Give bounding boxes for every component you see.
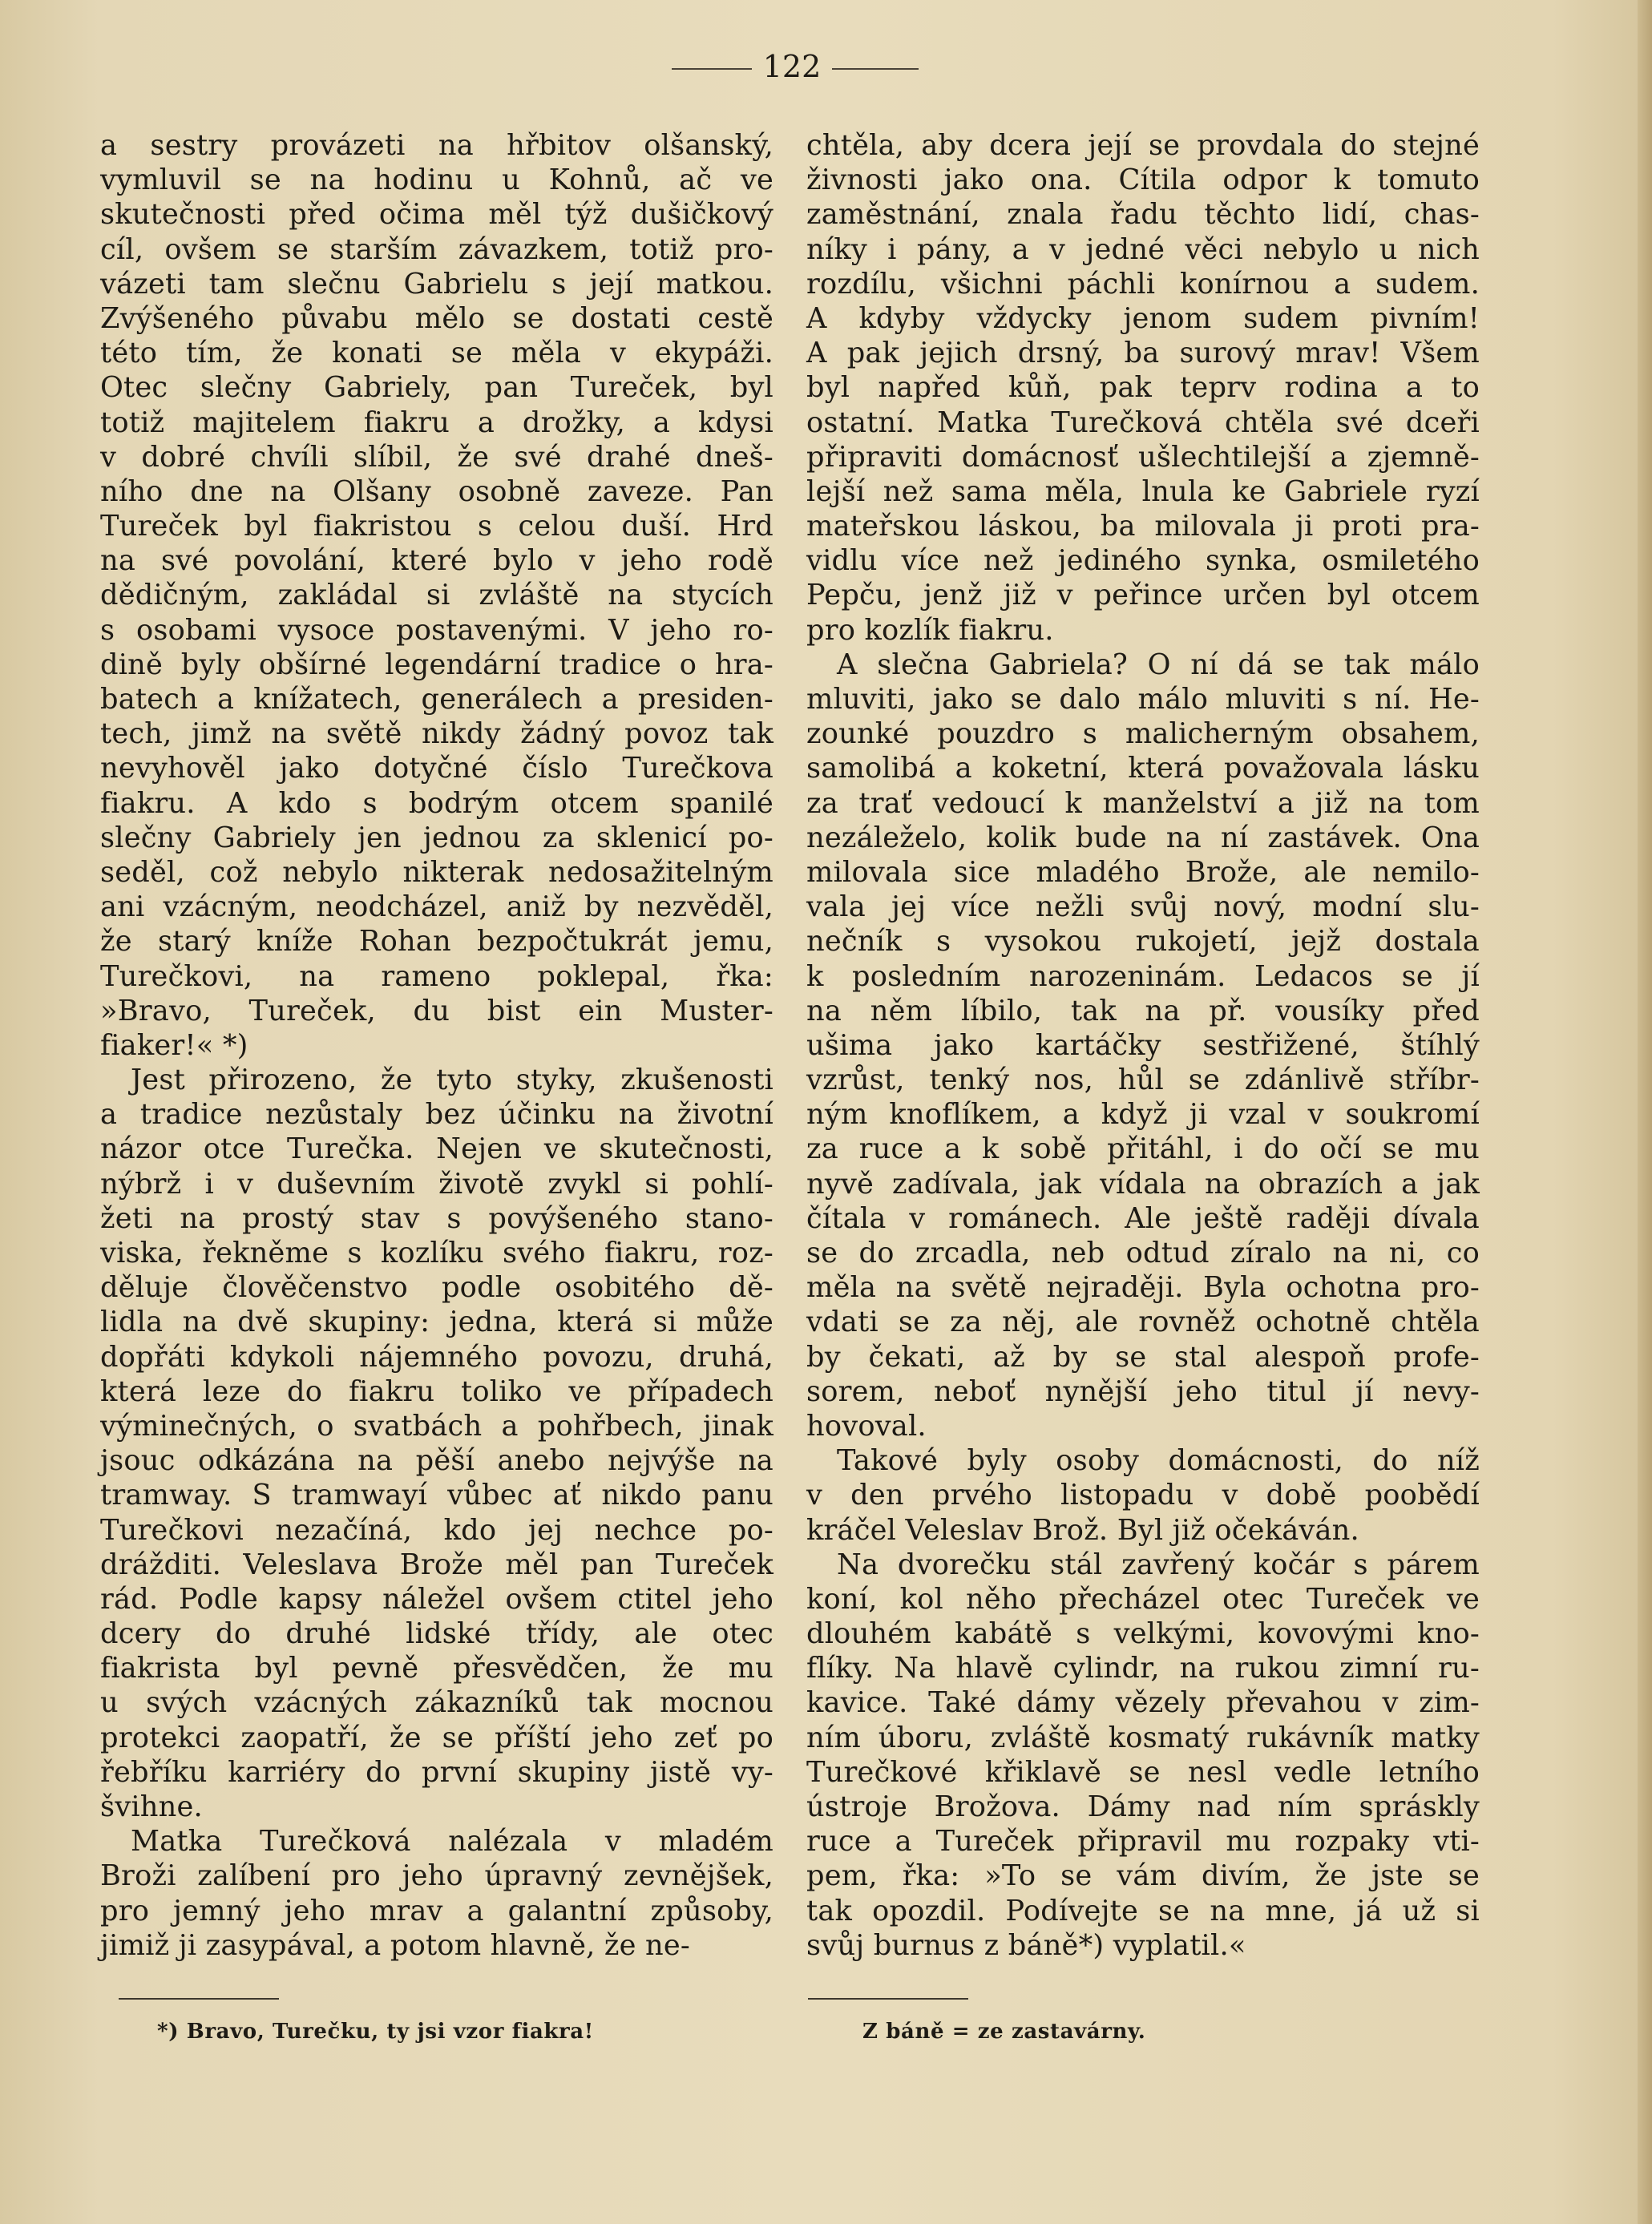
text-line: jsouc odkázána na pěší anebo nejvýše na xyxy=(100,1444,773,1478)
text-line: mateřskou láskou, ba milovala ji proti pra- xyxy=(806,510,1480,543)
text-line: batech a knížatech, generálech a presiden- xyxy=(100,683,773,716)
header-rule-left xyxy=(672,68,752,70)
left-column xyxy=(100,128,773,1972)
text-line: ušima jako kartáčky sestřižené, štíhlý xyxy=(806,1028,1480,1062)
text-line: Na dvorečku stál zavřený kočár s párem xyxy=(837,1548,1480,1581)
page-header xyxy=(0,46,1652,87)
text-line: vymluvil se na hodinu u Kohnů, ač ve xyxy=(100,163,773,197)
footnote-rule-right xyxy=(808,1998,968,2000)
text-line: flíky. Na hlavě cylindr, na rukou zimní ru- xyxy=(806,1652,1480,1685)
text-line: názor otce Turečka. Nejen ve skutečnosti, xyxy=(100,1132,773,1166)
text-line: milovala sice mladého Brože, ale nemilo- xyxy=(806,855,1480,889)
text-line: Turečkovi, na rameno poklepal, řka: xyxy=(100,959,773,993)
text-line: řebříku karriéry do první skupiny jistě vy- xyxy=(100,1755,773,1789)
text-line: za trať vedoucí k manželství a již na tom xyxy=(806,786,1480,820)
text-line: že starý kníže Rohan bezpočtukrát jemu, xyxy=(100,925,773,959)
text-line: a sestry provázeti na hřbitov olšanský, xyxy=(100,129,773,162)
text-line: dcery do druhé lidské třídy, ale otec xyxy=(100,1617,773,1651)
text-line: živnosti jako ona. Cítila odpor k tomuto xyxy=(806,163,1480,197)
text-line: mluviti, jako se dalo málo mluviti s ní. He- xyxy=(806,683,1480,716)
text-line: ným knoflíkem, a když ji vzal v soukromí xyxy=(806,1098,1480,1132)
text-line: Otec slečny Gabriely, pan Tureček, byl xyxy=(100,371,773,405)
text-line: skutečnosti před očima měl týž dušičkový xyxy=(100,198,773,232)
text-line: ního dne na Olšany osobně zaveze. Pan xyxy=(100,474,773,508)
text-line: fiakrista byl pevně přesvědčen, že mu xyxy=(100,1652,773,1685)
text-line: Pepču, jenž již v peřince určen byl otcem xyxy=(806,579,1480,612)
text-line: chtěla, aby dcera její se provdala do stejné xyxy=(806,129,1480,162)
text-line: na své povolání, které bylo v jeho rodě xyxy=(100,544,773,578)
text-line: kavice. Také dámy vězely převahou v zim- xyxy=(806,1686,1480,1720)
text-line: děluje člověčenstvo podle osobitého dě- xyxy=(100,1271,773,1305)
text-line: drážditi. Veleslava Brože měl pan Tureček xyxy=(100,1548,773,1581)
footnote-right: Z báně = ze zastavárny. xyxy=(862,2020,1146,2044)
text-line: zounké pouzdro s malicherným obsahem, xyxy=(806,717,1480,751)
text-line: v dobré chvíli slíbil, že své drahé dneš- xyxy=(100,440,773,474)
page-number: 122 xyxy=(762,49,822,84)
text-line: Matka Turečková nalézala v mladém xyxy=(131,1825,773,1859)
text-line: cíl, ovšem se starším závazkem, totiž pro- xyxy=(100,232,773,266)
text-line: která leze do fiakru toliko ve případech xyxy=(100,1374,773,1408)
text-line: ani vzácným, neodcházel, aniž by nezvěděl, xyxy=(100,890,773,924)
text-line: nýbrž i v duševním životě zvykl si pohlí- xyxy=(100,1167,773,1201)
text-line: jimiž ji zasypával, a potom hlavně, že ne- xyxy=(100,1928,690,1962)
text-line: švihne. xyxy=(100,1790,203,1823)
text-line: žeti na prostý stav s povýšeného stano- xyxy=(100,1201,773,1235)
text-line: nevyhověl jako dotyčné číslo Turečkova xyxy=(100,752,773,785)
text-line: by čekati, až by se stal alespoň profe- xyxy=(806,1340,1480,1374)
text-line: za ruce a k sobě přitáhl, i do očí se mu xyxy=(806,1132,1480,1166)
text-line: ruce a Tureček připravil mu rozpaky vti- xyxy=(806,1825,1480,1859)
text-line: sorem, neboť nynější jeho titul jí nevy- xyxy=(806,1374,1480,1408)
text-line: kráčel Veleslav Brož. Byl již očekáván. xyxy=(806,1513,1359,1547)
header-rule-right xyxy=(832,68,919,70)
text-line: vidlu více než jediného synka, osmiletého xyxy=(806,544,1480,578)
text-line: ním úboru, zvláště kosmatý rukávník matky xyxy=(806,1721,1480,1754)
text-line: dědičným, zakládal si zvláště na stycích xyxy=(100,579,773,612)
text-line: Zvýšeného půvabu mělo se dostati cestě xyxy=(100,301,773,335)
text-line: Tureček byl fiakristou s celou duší. Hrd xyxy=(100,510,773,543)
text-line: Jest přirozeno, že tyto styky, zkušenosti xyxy=(131,1064,773,1097)
text-line: u svých vzácných zákazníků tak mocnou xyxy=(100,1686,773,1720)
text-line: nečník s vysokou rukojetí, jejž dostala xyxy=(806,925,1480,959)
text-line: svůj burnus z báně*) vyplatil.« xyxy=(806,1928,1246,1962)
footnote-rule-left xyxy=(119,1998,279,2000)
text-line: tak opozdil. Podívejte se na mne, já už si xyxy=(806,1894,1480,1927)
text-line: vala jej více nežli svůj nový, modní slu- xyxy=(806,890,1480,924)
text-line: Takové byly osoby domácnosti, do níž xyxy=(837,1444,1480,1478)
text-line: fiaker!« *) xyxy=(100,1028,248,1062)
text-line: k posledním narozeninám. Ledacos se jí xyxy=(806,959,1480,993)
text-line: lidla na dvě skupiny: jedna, která si může xyxy=(100,1306,773,1339)
text-line: pro jemný jeho mrav a galantní způsoby, xyxy=(100,1894,773,1927)
text-line: »Bravo, Tureček, du bist ein Muster- xyxy=(100,994,773,1027)
page-edge xyxy=(1638,0,1652,2224)
text-line: dině byly obšírné legendární tradice o hra- xyxy=(100,648,773,681)
text-line: této tím, že konati se měla v ekypáži. xyxy=(100,337,773,370)
text-line: slečny Gabriely jen jednou za sklenicí po- xyxy=(100,821,773,854)
text-line: níky i pány, a v jedné věci nebylo u nich xyxy=(806,232,1480,266)
text-line: protekci zaopatří, že se příští jeho zeť po xyxy=(100,1721,773,1754)
text-line: A pak jejich drsný, ba surový mrav! Všem xyxy=(806,337,1480,370)
text-line: seděl, což nebylo nikterak nedosažitelným xyxy=(100,855,773,889)
right-column xyxy=(806,128,1480,1972)
text-line: vdati se za něj, ale rovněž ochotně chtěla xyxy=(806,1306,1480,1339)
text-line: připraviti domácnosť ušlechtilejší a zjemně- xyxy=(806,440,1480,474)
text-line: dopřáti kdykoli nájemného povozu, druhá, xyxy=(100,1340,773,1374)
text-line: Turečkové křiklavě se nesl vedle letního xyxy=(806,1755,1480,1789)
text-line: pro kozlík fiakru. xyxy=(806,613,1054,647)
text-line: pem, řka: »To se vám divím, že jste se xyxy=(806,1859,1480,1893)
text-line: nyvě zadívala, jak vídala na obrazích a jak xyxy=(806,1167,1480,1201)
text-line: hovoval. xyxy=(806,1409,927,1443)
text-line: vzrůst, tenký nos, hůl se zdánlivě stříbr- xyxy=(806,1064,1480,1097)
text-line: zaměstnání, znala řadu těchto lidí, chas- xyxy=(806,198,1480,232)
text-line: tech, jimž na světě nikdy žádný povoz tak xyxy=(100,717,773,751)
text-line: a tradice nezůstaly bez účinku na životní xyxy=(100,1098,773,1132)
text-line: fiakru. A kdo s bodrým otcem spanilé xyxy=(100,786,773,820)
text-line: rád. Podle kapsy náležel ovšem ctitel jeho xyxy=(100,1582,773,1616)
text-line: lejší než sama měla, lnula ke Gabriele ryzí xyxy=(806,474,1480,508)
text-line: nezáleželo, kolik bude na ní zastávek. Ona xyxy=(806,821,1480,854)
text-line: totiž majitelem fiakru a drožky, a kdysi xyxy=(100,406,773,439)
text-line: v den prvého listopadu v době poobědí xyxy=(806,1479,1480,1512)
text-line: koní, kol něho přecházel otec Tureček ve xyxy=(806,1582,1480,1616)
text-line: tramway. S tramwayí vůbec ať nikdo panu xyxy=(100,1479,773,1512)
text-line: Broži zalíbení pro jeho úpravný zevnějšek, xyxy=(100,1859,773,1893)
text-line: čítala v románech. Ale ještě raději dívala xyxy=(806,1201,1480,1235)
text-line: vázeti tam slečnu Gabrielu s její matkou. xyxy=(100,267,773,301)
text-line: se do zrcadla, neb odtud zíralo na ni, co xyxy=(806,1237,1480,1269)
text-line: A slečna Gabriela? O ní dá se tak málo xyxy=(837,648,1480,681)
text-line: byl napřed kůň, pak teprv rodina a to xyxy=(806,371,1480,405)
text-line: dlouhém kabátě s velkými, kovovými kno- xyxy=(806,1617,1480,1651)
text-line: ústroje Brožova. Dámy nad ním spráskly xyxy=(806,1790,1480,1823)
text-line: samolibá a koketní, která považovala lásku xyxy=(806,752,1480,785)
text-line: A kdyby vždycky jenom sudem pivním! xyxy=(806,301,1480,335)
footnote-left: *) Bravo, Turečku, ty jsi vzor fiakra! xyxy=(157,2020,594,2044)
text-line: s osobami vysoce postavenými. V jeho ro- xyxy=(100,613,773,647)
text-line: na něm líbilo, tak na př. vousíky před xyxy=(806,994,1480,1027)
text-line: Turečkovi nezačíná, kdo jej nechce po- xyxy=(100,1513,773,1547)
text-line: ostatní. Matka Turečková chtěla své dceři xyxy=(806,406,1480,439)
text-line: měla na světě nejraději. Byla ochotna pro- xyxy=(806,1271,1480,1305)
text-line: rozdílu, všichni páchli konírnou a sudem. xyxy=(806,267,1480,301)
text-line: výminečných, o svatbách a pohřbech, jinak xyxy=(100,1409,773,1443)
text-line: viska, řekněme s kozlíku svého fiakru, roz- xyxy=(100,1237,773,1269)
